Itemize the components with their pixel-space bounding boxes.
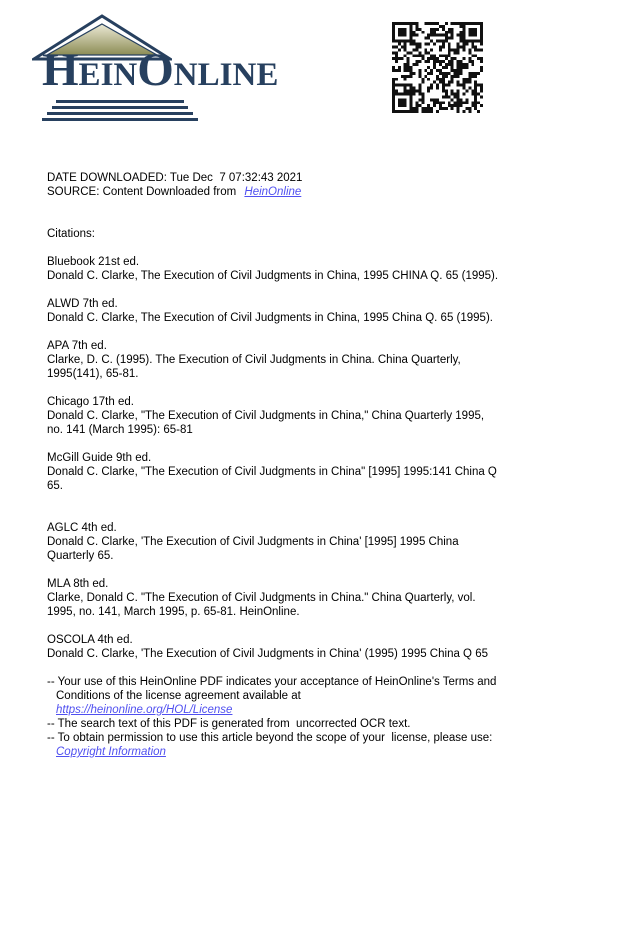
- citation-text: Donald C. Clarke, 'The Execution of Civil Judgments in China' [1995] 1995 China: [47, 536, 459, 548]
- citation-text: no. 141 (March 1995): 65-81: [47, 424, 193, 436]
- citation-format-label: APA 7th ed.: [47, 340, 107, 352]
- source-line: [47, 185, 592, 199]
- citation-mla: [47, 577, 592, 619]
- citation-format-label: ALWD 7th ed.: [47, 298, 118, 310]
- citation-format-label: AGLC 4th ed.: [47, 522, 117, 534]
- citation-text: Donald C. Clarke, The Execution of Civil Judgments in China, 1995 China Q. 65 (1995).: [47, 312, 493, 324]
- citation-format-label: McGill Guide 9th ed.: [47, 452, 152, 464]
- terms-line-2: Conditions of the license agreement available at: [56, 690, 301, 702]
- citation-apa: [47, 339, 592, 381]
- qr-code: [389, 19, 486, 116]
- citation-chicago: [47, 395, 592, 437]
- logo-steps: [30, 100, 210, 124]
- heinonline-link[interactable]: HeinOnline: [244, 186, 302, 198]
- citation-text: 1995(141), 65-81.: [47, 368, 139, 380]
- citation-text: Donald C. Clarke, "The Execution of Civil Judgments in China," China Quarterly 1995,: [47, 410, 485, 422]
- source-prefix: SOURCE: Content Downloaded from: [47, 186, 237, 198]
- permission-line: -- To obtain permission to use this article beyond the scope of your license, please use:: [47, 732, 493, 744]
- citations-heading: Citations:: [47, 228, 95, 240]
- citation-text: 1995, no. 141, March 1995, p. 65-81. HeinOnline.: [47, 606, 300, 618]
- copyright-information-link[interactable]: Copyright Information: [56, 746, 166, 758]
- logo-wordmark: HeinOnline: [42, 44, 279, 96]
- ocr-notice-line: -- The search text of this PDF is generated from uncorrected OCR text.: [47, 718, 411, 730]
- citation-aglc: [47, 521, 592, 563]
- heinonline-logo: [30, 12, 360, 122]
- citation-text: Quarterly 65.: [47, 550, 114, 562]
- citation-mcgill: [47, 451, 592, 493]
- citation-text: 65.: [47, 480, 63, 492]
- citation-text: Clarke, D. C. (1995). The Execution of Civil Judgments in China. China Quarterly,: [47, 354, 461, 366]
- citation-text: Clarke, Donald C. "The Execution of Civil Judgments in China." China Quarterly, vol.: [47, 592, 476, 604]
- citation-format-label: Chicago 17th ed.: [47, 396, 134, 408]
- citation-format-label: MLA 8th ed.: [47, 578, 109, 590]
- license-link[interactable]: https://heinonline.org/HOL/License: [56, 704, 233, 716]
- citation-format-label: OSCOLA 4th ed.: [47, 634, 133, 646]
- citation-text: Donald C. Clarke, The Execution of Civil Judgments in China, 1995 CHINA Q. 65 (1995).: [47, 270, 499, 282]
- date-downloaded-line: DATE DOWNLOADED: Tue Dec 7 07:32:43 2021: [47, 172, 303, 184]
- citation-alwd: [47, 297, 592, 325]
- citation-format-label: Bluebook 21st ed.: [47, 256, 140, 268]
- terms-line-1: -- Your use of this HeinOnline PDF indicates your acceptance of HeinOnline's Terms and: [47, 676, 497, 688]
- citation-text: Donald C. Clarke, "The Execution of Civil Judgments in China" [1995] 1995:141 China Q: [47, 466, 497, 478]
- citation-text: Donald C. Clarke, 'The Execution of Civil Judgments in China' (1995) 1995 China Q 65: [47, 648, 488, 660]
- license-footer: [47, 675, 592, 759]
- citation-bluebook: [47, 255, 592, 283]
- citation-oscola: [47, 633, 592, 661]
- document-body: [47, 171, 592, 759]
